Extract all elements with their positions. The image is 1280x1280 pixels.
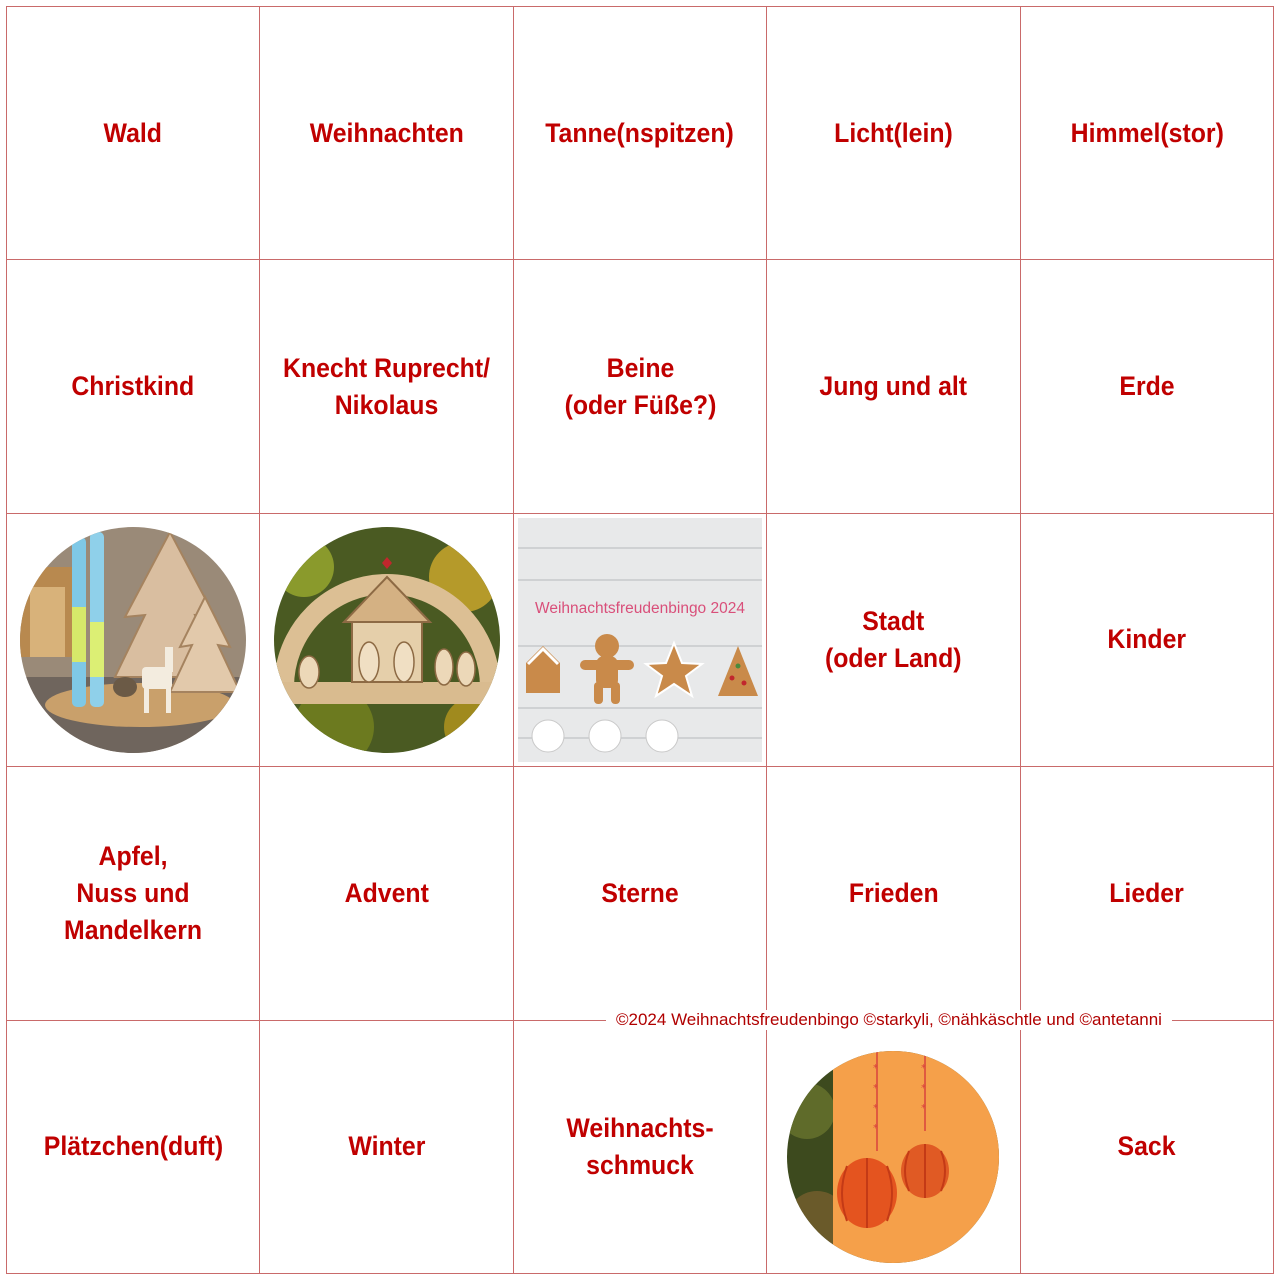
bingo-cell <box>7 767 260 1020</box>
bingo-cell <box>7 514 260 767</box>
bingo-cell <box>514 260 767 513</box>
bingo-cell <box>260 1021 513 1274</box>
bingo-cell <box>767 260 1020 513</box>
cell-label: Jung und alt <box>819 371 968 402</box>
cell-label: Tanne(nspitzen) <box>545 117 735 148</box>
cell-label: Erde <box>1119 371 1175 402</box>
cell-label: Kinder <box>1107 624 1187 655</box>
svg-text:*: * <box>873 1082 879 1094</box>
copyright-text: ©2024 Weihnachtsfreudenbingo ©starkyli, ©nähkäschtle und ©antetanni <box>606 1010 1172 1030</box>
cell-label: Beine (oder Füße?) <box>564 352 716 420</box>
bingo-cell <box>767 7 1020 260</box>
bingo-grid <box>6 6 1274 1274</box>
cell-label: Lieder <box>1109 877 1185 908</box>
bingo-cell <box>767 1021 1020 1274</box>
cell-label: Stadt (oder Land) <box>825 605 962 673</box>
bingo-cell <box>767 767 1020 1020</box>
bingo-cell <box>514 514 767 767</box>
bingo-cell <box>260 514 513 767</box>
svg-text:*: * <box>921 1062 927 1074</box>
bingo-cell <box>767 514 1020 767</box>
cell-label: Sack <box>1117 1131 1176 1162</box>
bingo-cell <box>1021 1021 1274 1274</box>
nativity-arch-photo <box>274 527 500 753</box>
bingo-cell <box>514 1021 767 1274</box>
svg-text:*: * <box>873 1102 879 1114</box>
bingo-cell <box>7 7 260 260</box>
candle-reindeer-photo <box>20 527 246 753</box>
cell-label: Weihnachts- schmuck <box>566 1112 714 1180</box>
svg-text:*: * <box>873 1062 879 1074</box>
cell-label: Weihnachten <box>309 117 464 148</box>
divider <box>1172 1020 1274 1021</box>
copyright-bar <box>606 1008 1274 1032</box>
bingo-cell <box>1021 7 1274 260</box>
cell-label: Knecht Ruprecht/ Nikolaus <box>283 352 491 420</box>
cell-label: Wald <box>103 117 163 148</box>
bingo-logo-gingerbread <box>518 518 762 762</box>
svg-text:*: * <box>921 1102 927 1114</box>
bingo-cell <box>1021 260 1274 513</box>
bingo-logo-title: Weihnachtsfreudenbingo 2024 <box>534 599 745 617</box>
svg-text:*: * <box>873 1122 879 1134</box>
bingo-cell <box>514 7 767 260</box>
cell-label: Himmel(stor) <box>1070 117 1224 148</box>
cell-label: Sterne <box>601 877 679 908</box>
bingo-cell <box>1021 767 1274 1020</box>
bingo-cell <box>260 7 513 260</box>
cell-label: Winter <box>348 1131 426 1162</box>
cell-label: Apfel, Nuss und Mandelkern <box>64 840 203 945</box>
bingo-cell <box>7 1021 260 1274</box>
bingo-cell <box>7 260 260 513</box>
paper-ornament-card-photo <box>787 1051 999 1263</box>
cell-label: Christkind <box>71 371 195 402</box>
cell-label: Frieden <box>848 877 939 908</box>
cell-label: Plätzchen(duft) <box>43 1131 223 1162</box>
bingo-cell <box>1021 514 1274 767</box>
bingo-cell <box>514 767 767 1020</box>
cell-label: Licht(lein) <box>834 117 953 148</box>
svg-text:*: * <box>921 1082 927 1094</box>
bingo-cell <box>260 767 513 1020</box>
bingo-cell <box>260 260 513 513</box>
cell-label: Advent <box>344 877 429 908</box>
